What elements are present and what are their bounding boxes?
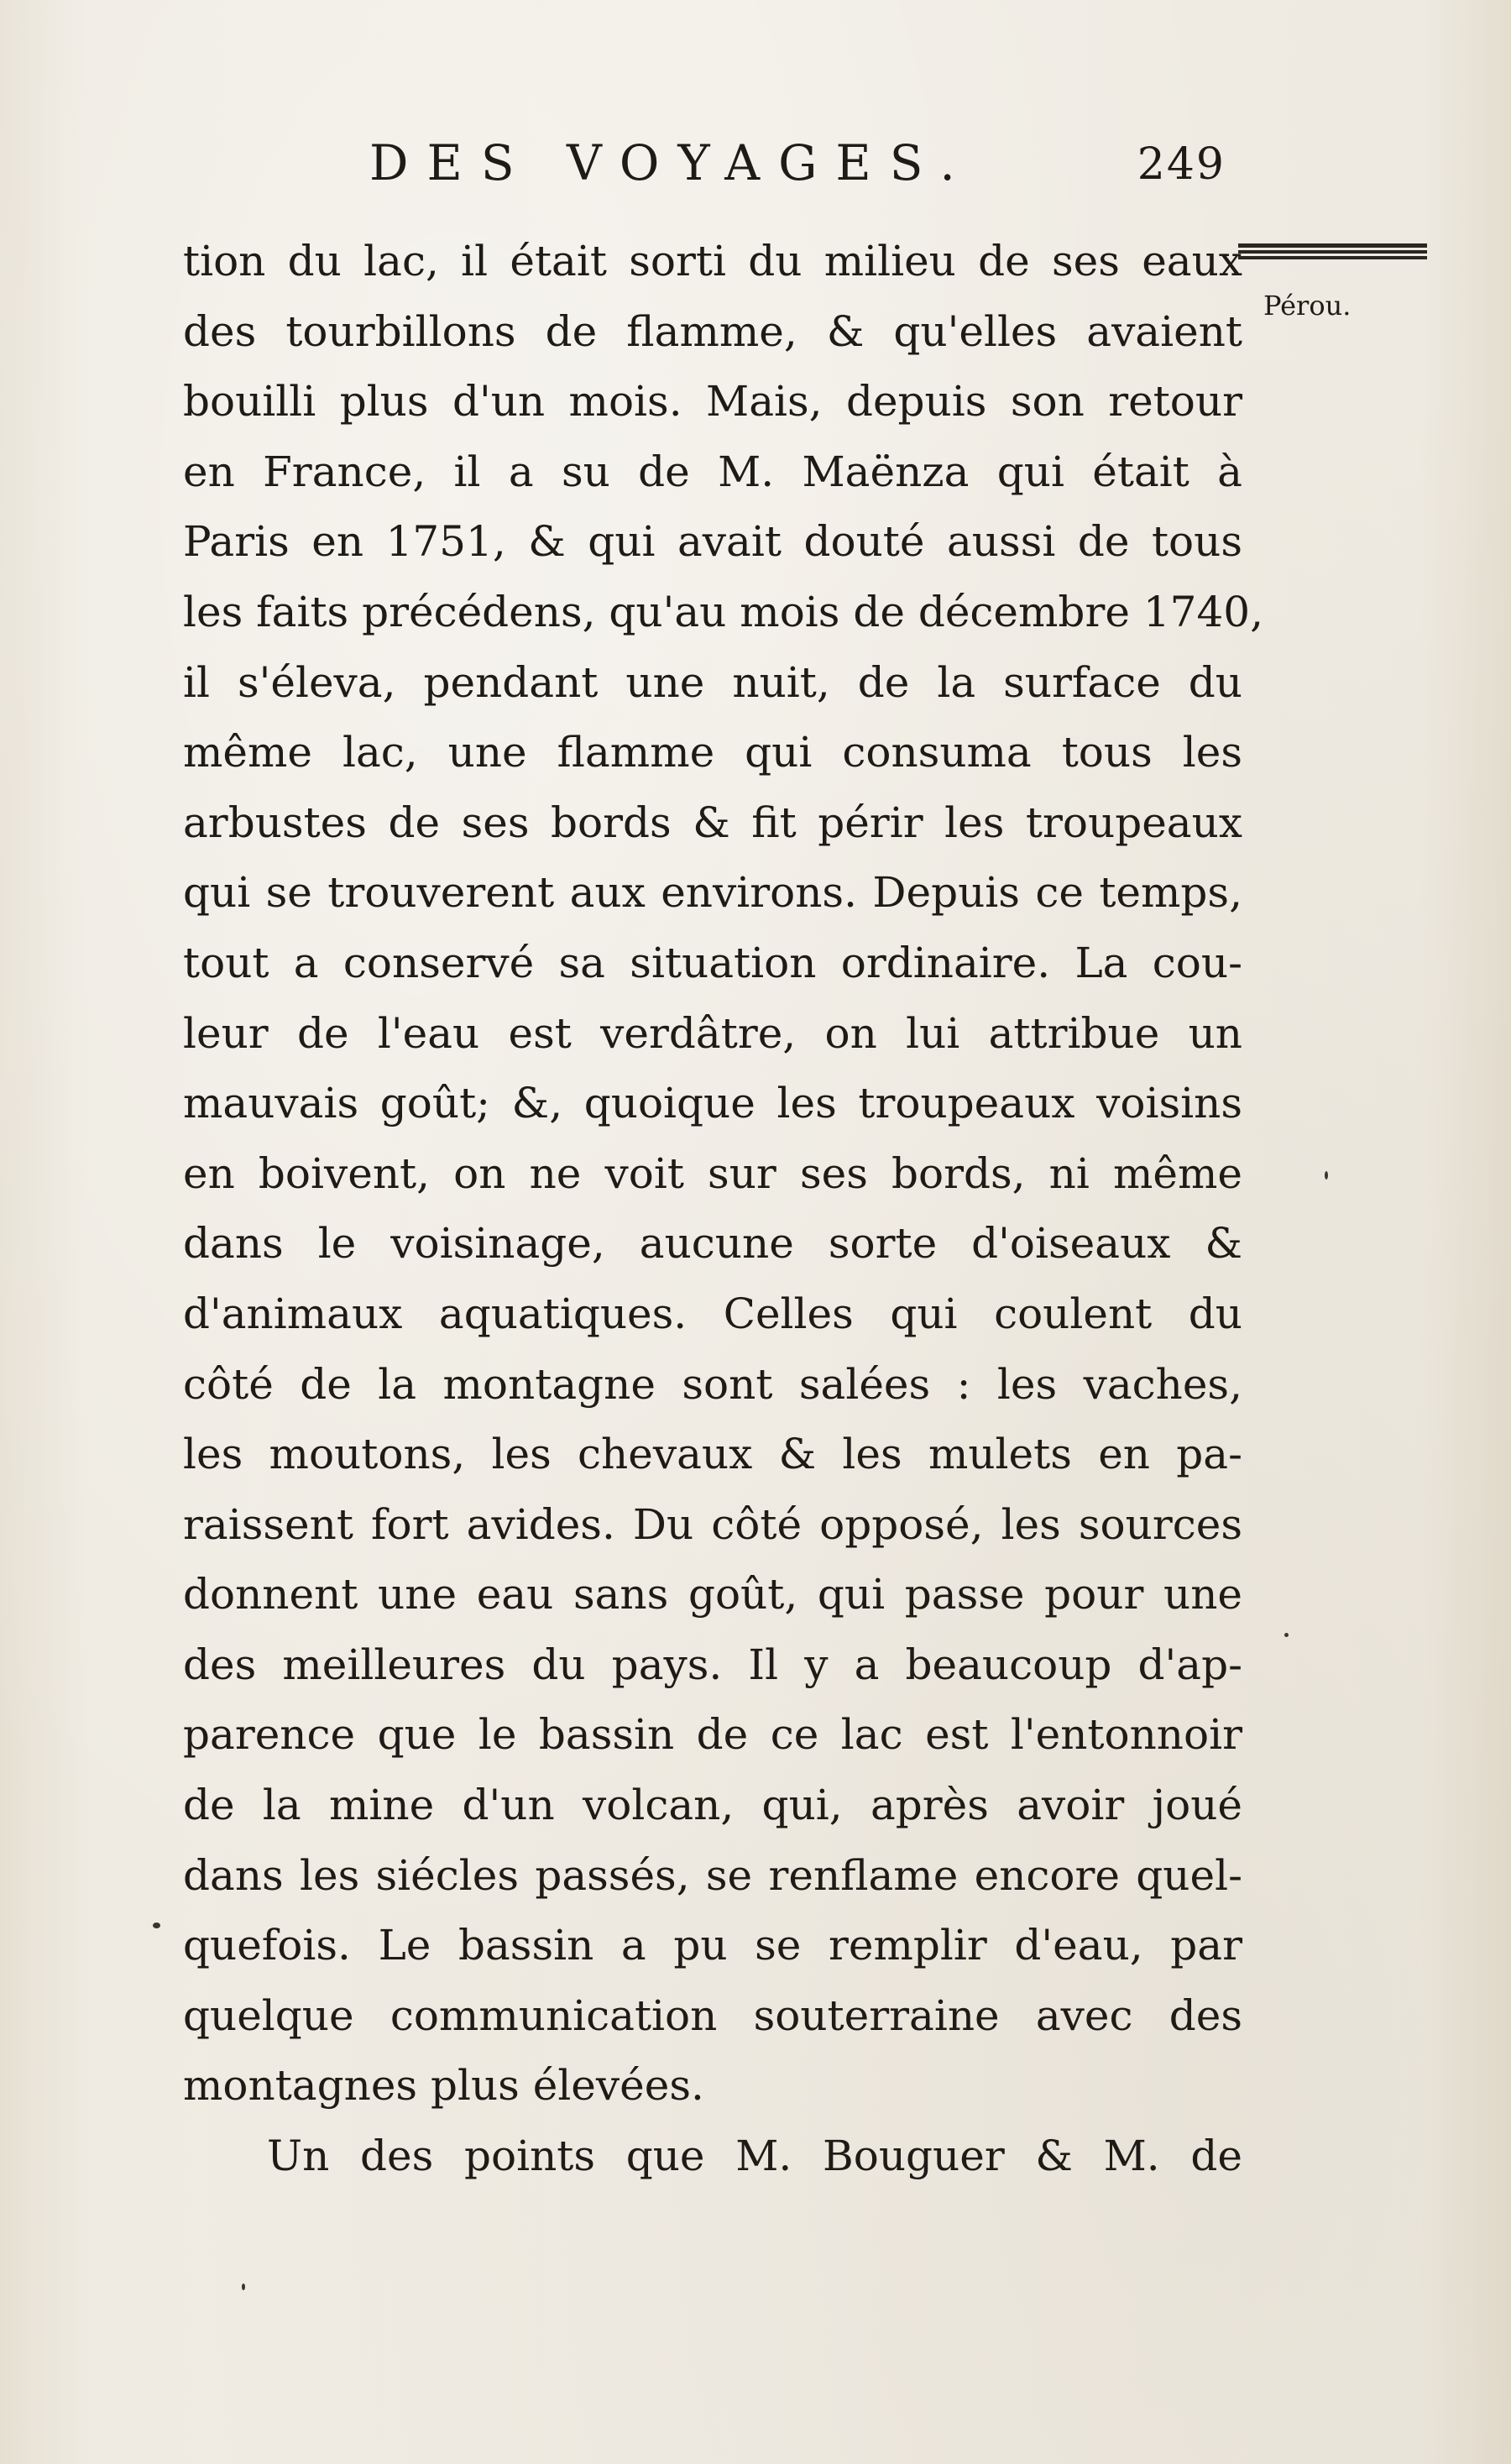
ink-speck <box>153 1923 160 1928</box>
running-title: DES VOYAGES. <box>369 134 974 191</box>
text-line: côté de la montagne sont salées : les vaches, <box>183 1359 1242 1409</box>
page-number: 249 <box>1137 139 1226 190</box>
text-line: en France, il a su de M. Maënza qui était à <box>183 447 1242 496</box>
text-line: des tourbillons de flamme, & qu'elles avaient <box>183 306 1242 356</box>
margin-rule <box>1238 243 1427 264</box>
paragraph-end-line: montagnes plus élevées. <box>183 2061 704 2111</box>
text-line: leur de l'eau est verdâtre, on lui attribue un <box>183 1008 1242 1058</box>
text-line: Paris en 1751, & qui avait douté aussi de tous <box>183 517 1242 567</box>
text-line: d'animaux aquatiques. Celles qui coulent du <box>183 1289 1242 1338</box>
text-line: il s'éleva, pendant une nuit, de la surface du <box>183 657 1242 707</box>
text-line: tout a conservé sa situation ordinaire. La cou- <box>183 938 1242 987</box>
text-line: arbustes de ses bords & fit périr les troupeaux <box>183 798 1242 847</box>
text-line: de la mine d'un volcan, qui, après avoir joué <box>183 1781 1242 1830</box>
ink-speck <box>1325 1171 1328 1180</box>
next-paragraph-line: Un des points que M. Bouguer & M. de <box>267 2132 1242 2181</box>
text-line: les moutons, les chevaux & les mulets en pa- <box>183 1430 1242 1479</box>
text-line: en boivent, on ne voit sur ses bords, ni même <box>183 1148 1242 1198</box>
text-line: raissent fort avides. Du côté opposé, les sources <box>183 1499 1242 1549</box>
ink-speck <box>1284 1633 1289 1637</box>
text-line: quelque communication souterraine avec des <box>183 1991 1242 2040</box>
text-line: donnent une eau sans goût, qui passe pour une <box>183 1570 1242 1619</box>
text-line: les faits précédens, qu'au mois de décembre 1740, <box>183 587 1263 636</box>
text-line: parence que le bassin de ce lac est l'entonnoir <box>183 1710 1242 1760</box>
text-line: quefois. Le bassin a pu se remplir d'eau, par <box>183 1921 1242 1970</box>
text-line: des meilleures du pays. Il y a beaucoup d'ap- <box>183 1640 1242 1689</box>
text-line: même lac, une flamme qui consuma tous les <box>183 728 1242 777</box>
margin-note: Pérou. <box>1263 290 1352 322</box>
text-line: bouilli plus d'un mois. Mais, depuis son retour <box>183 377 1242 426</box>
text-line: dans le voisinage, aucune sorte d'oiseaux & <box>183 1219 1242 1269</box>
text-line: tion du lac, il était sorti du milieu de ses eaux <box>183 237 1242 285</box>
text-line: qui se trouverent aux environs. Depuis ce temps, <box>183 868 1242 918</box>
page-header <box>201 134 1226 210</box>
ink-speck <box>242 2284 245 2290</box>
body-text <box>183 227 1263 2192</box>
text-line: mauvais goût; &, quoique les troupeaux voisins <box>183 1079 1242 1128</box>
text-line: dans les siécles passés, se renflame encore quel- <box>183 1850 1242 1900</box>
